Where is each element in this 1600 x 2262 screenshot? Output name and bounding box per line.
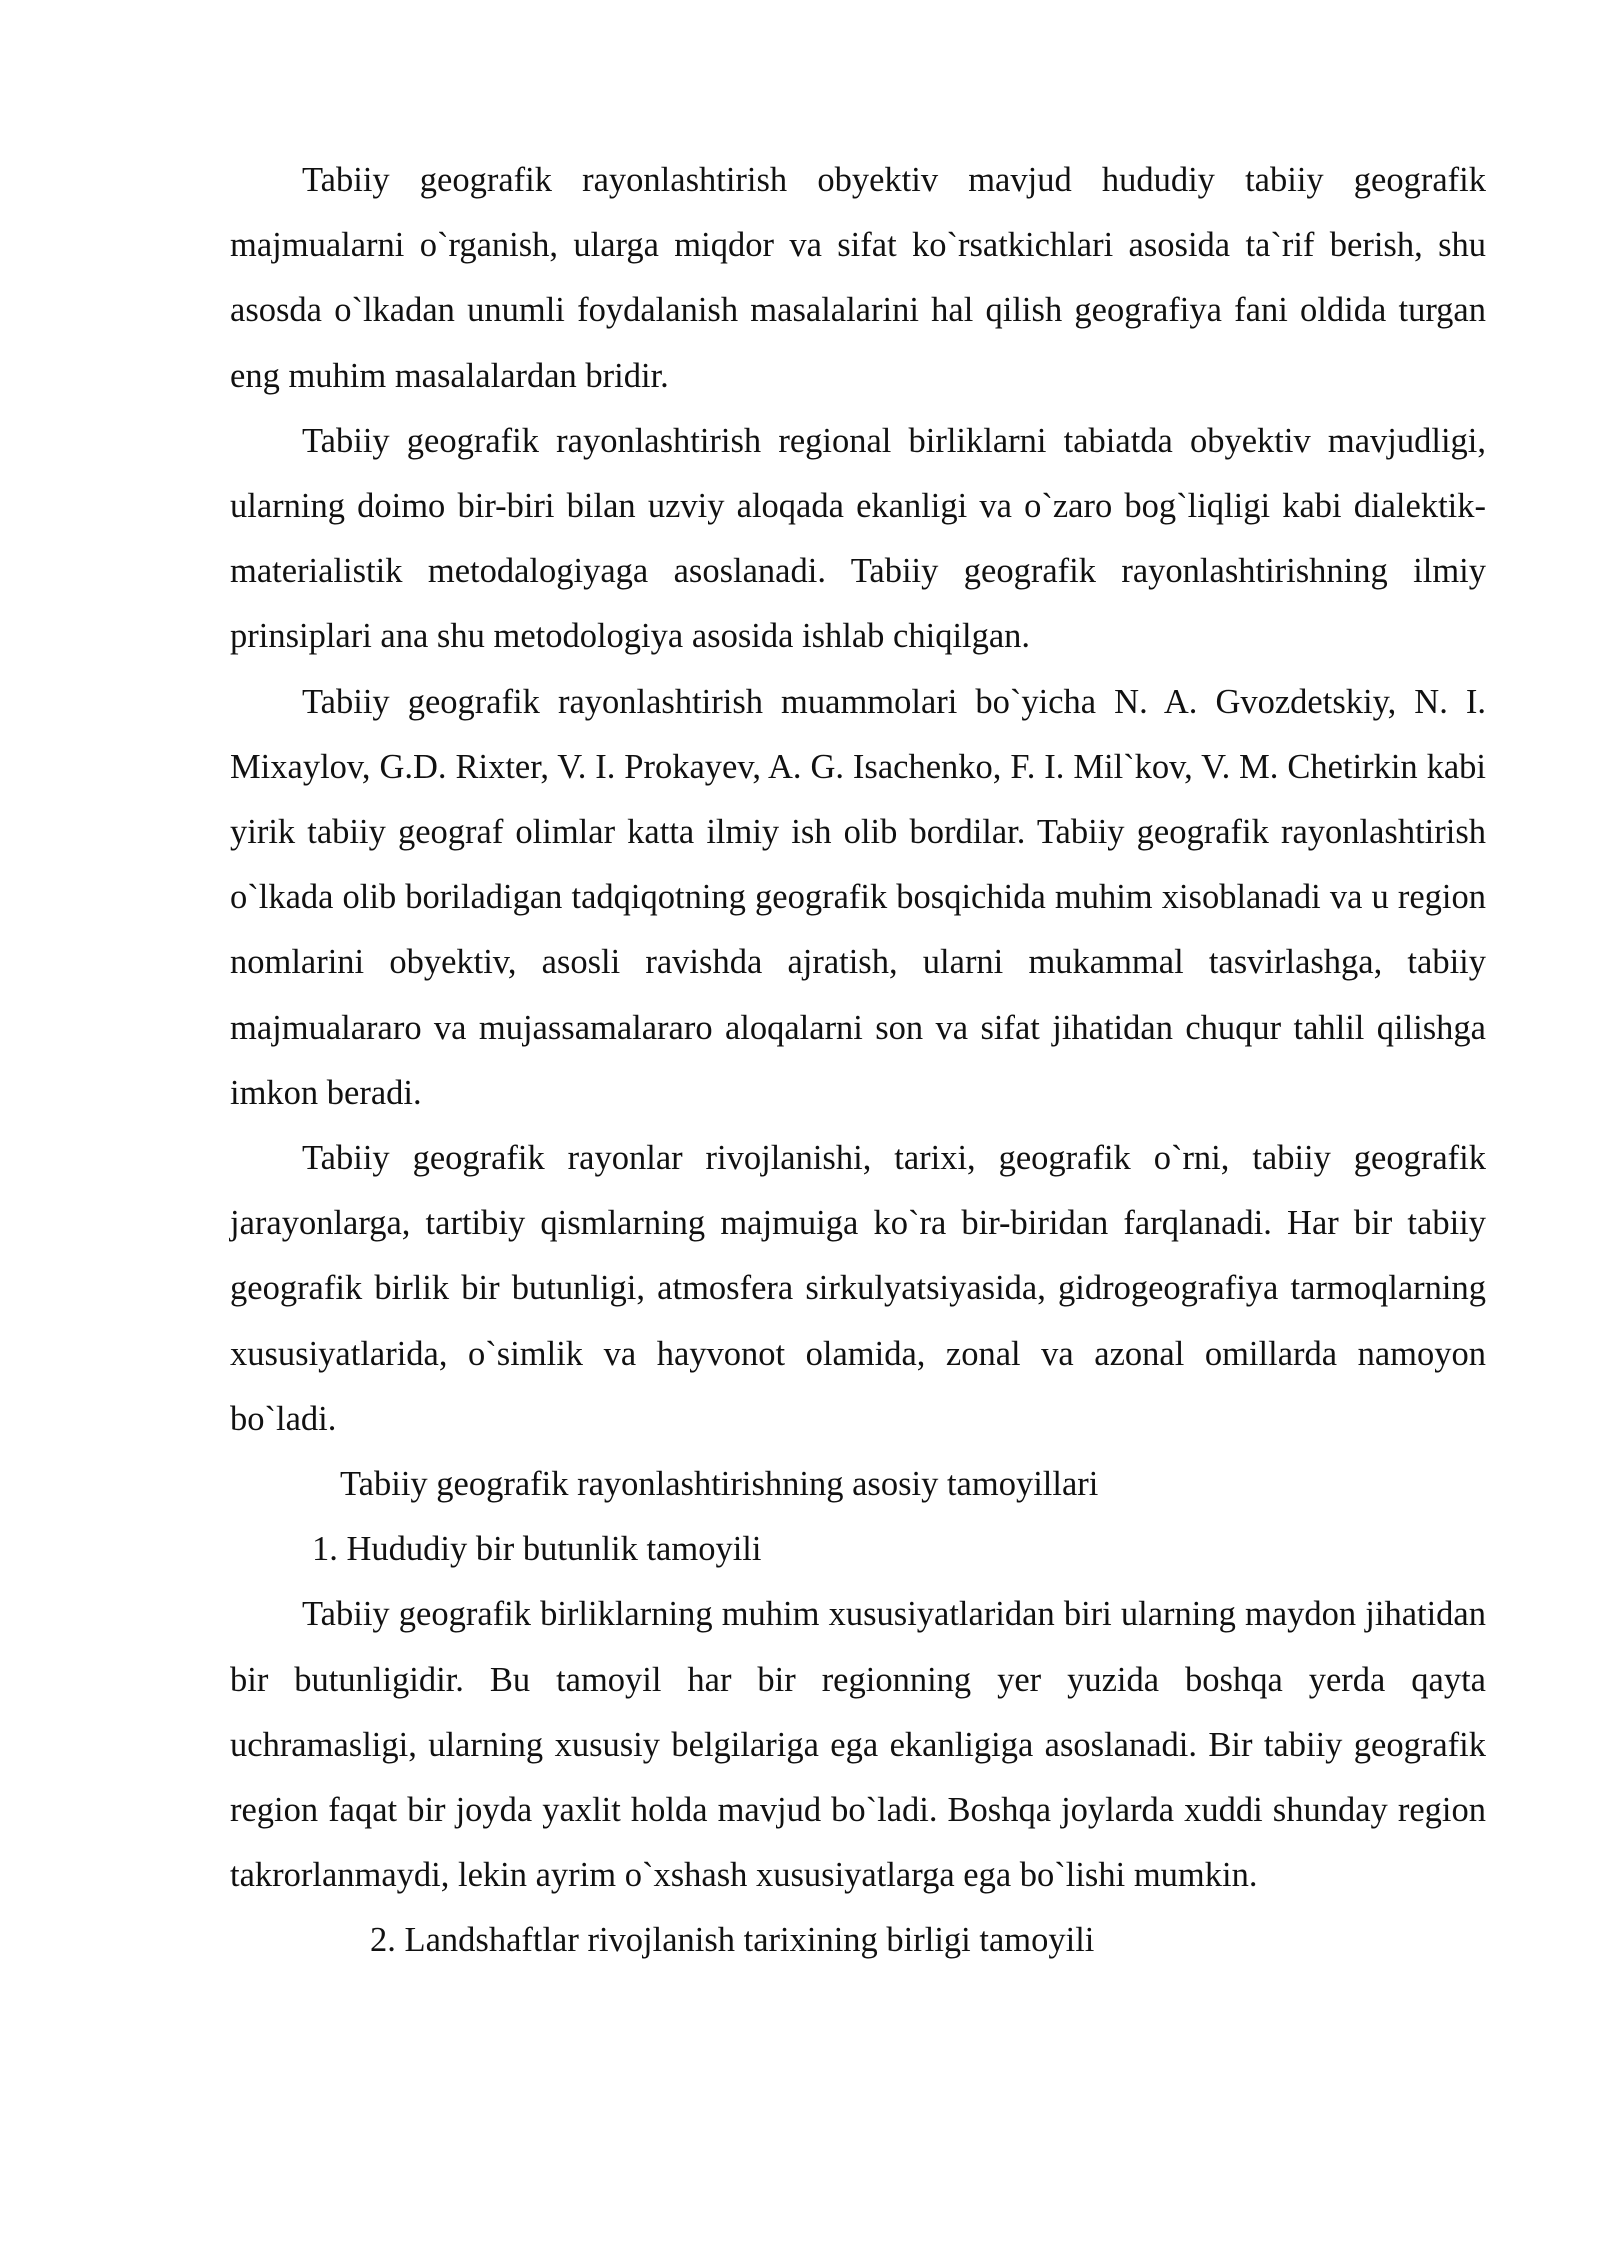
document-page — [230, 148, 1486, 1974]
paragraph-1: Tabiiy geografik rayonlashtirish obyektiv mavjud hududiy tabiiy geografik majmualarni o`rganish, ularga miqdor va sifat ko`rsatkichlari asosida ta`rif berish, shu asosda o`lkadan unumli foydalanish masalalarini hal qilish geografiya fani oldida turgan eng muhim masalalardan bridir. — [230, 161, 1486, 395]
paragraph-4: Tabiiy geografik rayonlar rivojlanishi, tarixi, geografik o`rni, tabiiy geografik jarayonlarga, tartibiy qismlarning majmuiga ko`ra bir-biridan farqlanadi. Har bir tabiiy geografik birlik bir butunligi, atmosfera sirkulyatsiyasida, gidrogeografiya tarmoqlarning xususiyatlarida, o`simlik va hayvonot olamida, zonal va azonal omillarda namoyon bo`ladi. — [230, 1139, 1486, 1438]
section-heading: Tabiiy geografik rayonlashtirishning asosiy tamoyillari — [340, 1465, 1099, 1504]
paragraph-3: Tabiiy geografik rayonlashtirish muammolari bo`yicha N. A. Gvozdetskiy, N. I. Mixaylov, G.D. Rixter, V. I. Prokayev, A. G. Isachenko, F. I. Mil`kov, V. M. Chetirkin kabi yirik tabiiy geograf olimlar katta ilmiy ish olib bordilar. Tabiiy geografik rayonlashtirish o`lkada olib boriladigan tadqiqotning geografik bosqichida muhim xisoblanadi va u region nomlarini obyektiv, asosli ravishda ajratish, ularni mukammal tasvirlashga, tabiiy majmualararo va mujassamalararo aloqalarni son va sifat jihatidan chuqur tahlil qilishga imkon beradi. — [230, 682, 1486, 1112]
principle-1-paragraph: Tabiiy geografik birliklarning muhim xususiyatlaridan biri ularning maydon jihatidan bir butunligidir. Bu tamoyil har bir regionning yer yuzida boshqa yerda qayta uchramasligi, ularning xususiy belgilariga ega ekanligiga asoslanadi. Bir tabiiy geografik region faqat bir joyda yaxlit holda mavjud bo`ladi. Boshqa joylarda xuddi shunday region takrorlanmaydi, lekin ayrim o`xshash xususiyatlarga ega bo`lishi mumkin. — [230, 1595, 1486, 1895]
paragraph-2: Tabiiy geografik rayonlashtirish regional birliklarni tabiatda obyektiv mavjudligi, ularning doimo bir-biri bilan uzviy aloqada ekanligi va o`zaro bog`liqligi kabi dialektik-materialistik metodalogiyaga asoslanadi. Tabiiy geografik rayonlashtirishning ilmiy prinsiplari ana shu metodologiya asosida ishlab chiqilgan. — [230, 421, 1486, 656]
principle-2-heading: 2. Landshaftlar rivojlanish tarixining birligi tamoyili — [370, 1921, 1095, 1960]
principle-1-heading: 1. Hududiy bir butunlik tamoyili — [312, 1530, 762, 1569]
